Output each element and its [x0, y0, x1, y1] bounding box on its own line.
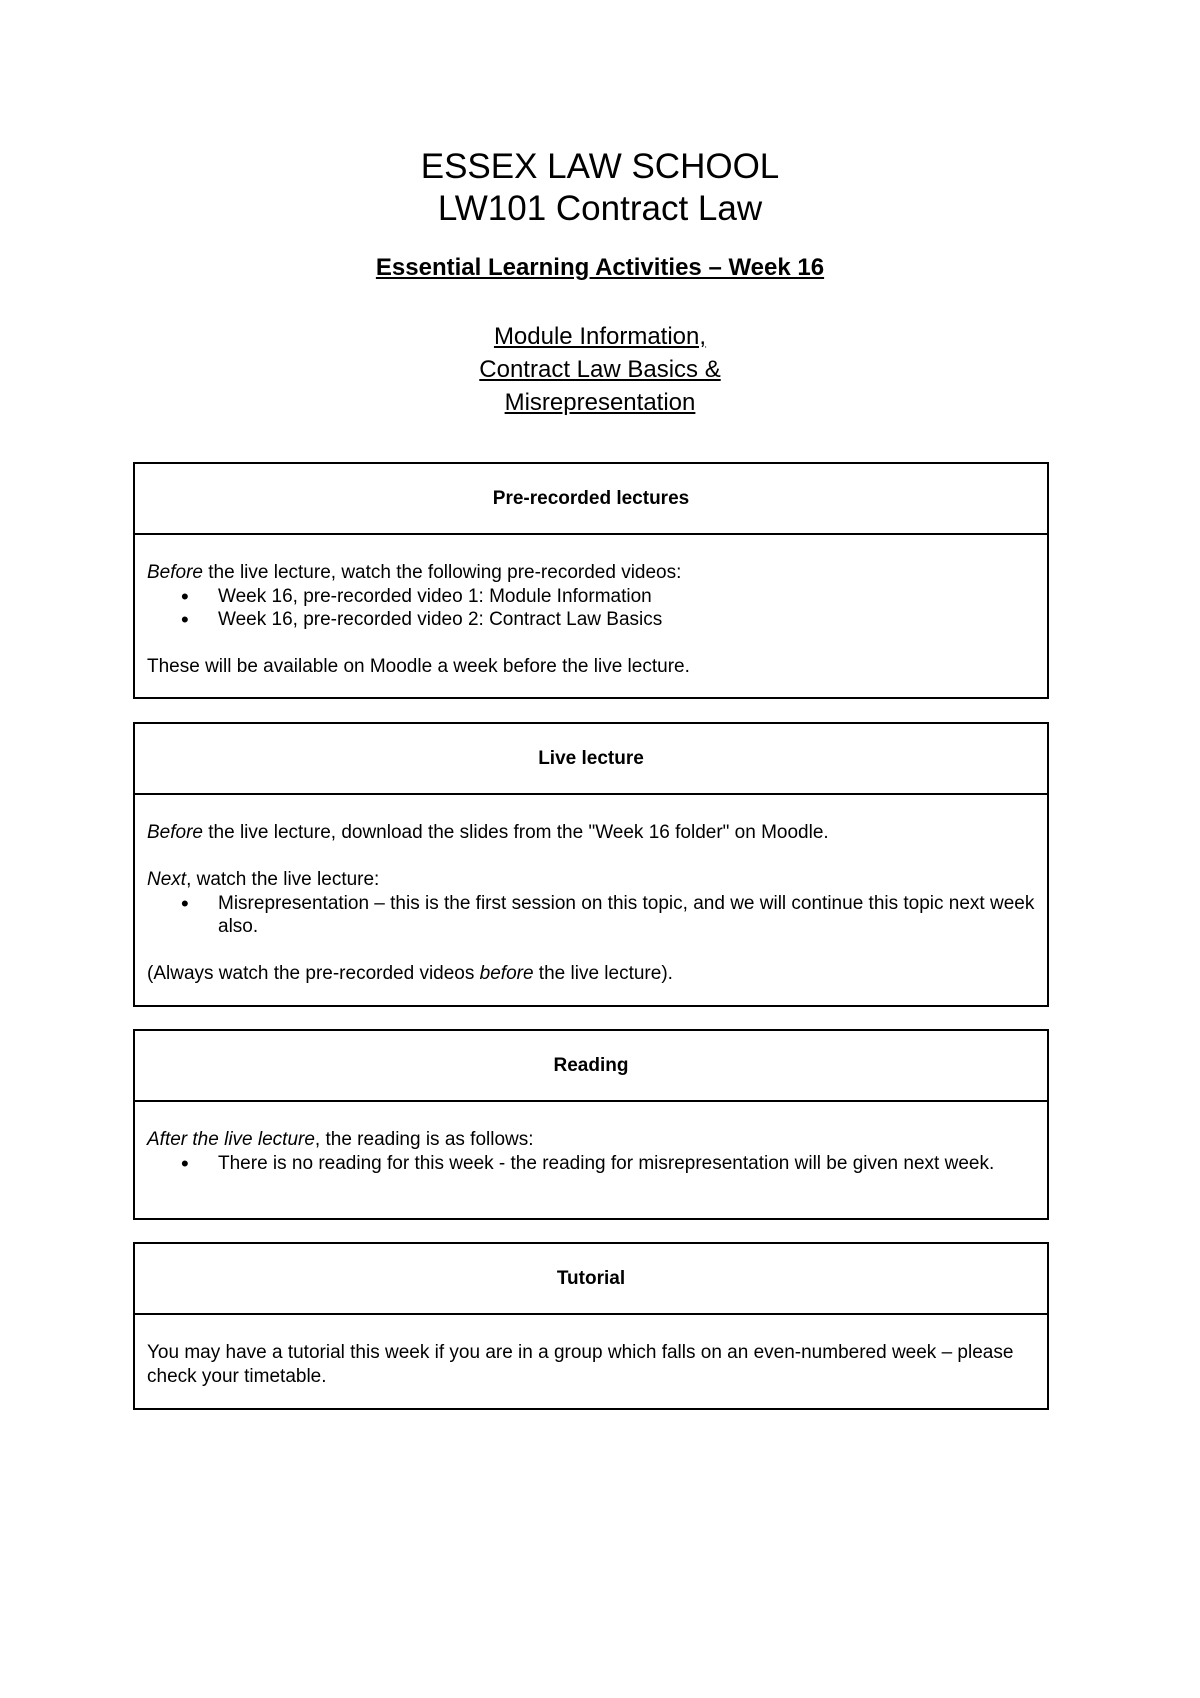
live-lecture-body: [135, 795, 1047, 986]
prerecorded-lectures-title: Pre-recorded lectures: [135, 464, 1047, 535]
live-topic-list: [147, 892, 1035, 939]
prerecorded-lectures-body: [135, 535, 1047, 679]
live-line-2: [147, 868, 1035, 892]
live-note: [147, 962, 1035, 986]
reading-body: [135, 1102, 1047, 1175]
tutorial-text: You may have a tutorial this week if you are in a group which falls on an even-numbered week – please check your timetable.: [147, 1342, 1014, 1387]
reading-title: Reading: [135, 1031, 1047, 1102]
topic-line-2: Contract Law Basics &: [479, 356, 721, 383]
live-line-1-emphasis: Before: [147, 822, 203, 843]
school-name: ESSEX LAW SCHOOL: [420, 147, 780, 186]
topic-line-3: Misrepresentation: [504, 389, 696, 416]
prerecorded-intro: [147, 561, 1035, 585]
tutorial-title: Tutorial: [135, 1244, 1047, 1315]
live-line-2-emphasis: Next: [147, 869, 187, 890]
prerecorded-lectures-box: [133, 462, 1049, 699]
live-line-1: [147, 821, 1035, 845]
prerecorded-video-list: [147, 585, 1035, 632]
reading-box: [133, 1029, 1049, 1220]
tutorial-box: [133, 1242, 1049, 1410]
reading-intro-emphasis: After the live lecture: [147, 1129, 315, 1150]
topic-line-1: Module Information,: [493, 323, 707, 350]
live-lecture-title: Live lecture: [135, 724, 1047, 795]
tutorial-body: [135, 1315, 1047, 1388]
course-title: LW101 Contract Law: [437, 189, 763, 228]
list-item: • There is no reading for this week - the reading for misrepresentation will be given next week.: [218, 1152, 1035, 1176]
prerecorded-note: These will be available on Moodle a week before the live lecture.: [147, 656, 690, 677]
reading-intro-text: , the reading is as follows:: [314, 1129, 534, 1150]
list-item: • Week 16, pre-recorded video 2: Contract Law Basics: [218, 608, 1035, 632]
live-line-2-text: , watch the live lecture:: [186, 869, 380, 890]
reading-intro: [147, 1128, 1035, 1152]
activities-heading: Essential Learning Activities – Week 16: [375, 254, 825, 281]
prerecorded-intro-emphasis: Before: [147, 562, 203, 583]
live-line-1-text: the live lecture, download the slides from the "Week 16 folder" on Moodle.: [202, 822, 829, 843]
prerecorded-intro-text: the live lecture, watch the following pre-recorded videos:: [202, 562, 682, 583]
live-note-end: the live lecture).: [533, 963, 673, 984]
reading-list: [147, 1152, 1035, 1176]
live-note-start: (Always watch the pre-recorded videos: [147, 963, 480, 984]
list-item: • Week 16, pre-recorded video 1: Module Information: [218, 585, 1035, 609]
live-lecture-box: [133, 722, 1049, 1007]
live-note-emphasis: before: [479, 963, 534, 984]
list-item: • Misrepresentation – this is the first session on this topic, and we will continue this topic next week also.: [218, 892, 1035, 939]
